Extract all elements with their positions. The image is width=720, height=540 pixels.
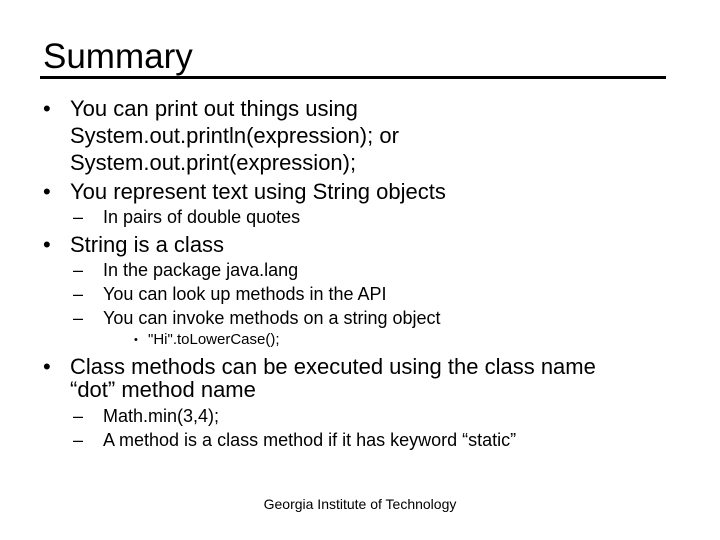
- bullet-text: System.out.println(expression); or: [70, 123, 399, 148]
- sub-bullet-text: You can look up methods in the API: [103, 284, 387, 304]
- sub-bullet-text: A method is a class method if it has keyword “static”: [103, 430, 517, 450]
- sub-bullet-marker: –: [73, 260, 84, 280]
- bullet-text: You represent text using String objects: [70, 179, 446, 204]
- sub-sub-bullet-text: "Hi".toLowerCase();: [148, 331, 280, 348]
- bullet-marker: •: [43, 232, 51, 257]
- sub-bullet-text: Math.min(3,4);: [103, 406, 220, 426]
- sub-sub-bullet-marker: •: [134, 334, 138, 346]
- sub-bullet-text: In the package java.lang: [103, 260, 299, 280]
- slide-title: Summary: [43, 37, 193, 76]
- bullet-marker: •: [43, 354, 51, 379]
- sub-bullet-marker: –: [73, 406, 84, 426]
- sub-bullet-marker: –: [73, 308, 84, 328]
- sub-bullet-marker: –: [73, 430, 84, 450]
- slide-footer: Georgia Institute of Technology: [263, 496, 457, 512]
- bullet-text: Class methods can be executed using the class name: [70, 354, 596, 379]
- title-underline: [40, 76, 666, 79]
- bullet-text: You can print out things using: [70, 96, 358, 121]
- bullet-text: System.out.print(expression);: [70, 150, 357, 175]
- bullet-text: “dot” method name: [70, 377, 256, 402]
- bullet-text: String is a class: [70, 232, 225, 257]
- sub-bullet-marker: –: [73, 207, 84, 227]
- sub-bullet-text: You can invoke methods on a string object: [103, 308, 441, 328]
- bullet-marker: •: [43, 96, 51, 121]
- sub-bullet-marker: –: [73, 284, 84, 304]
- sub-bullet-text: In pairs of double quotes: [103, 207, 301, 227]
- bullet-marker: •: [43, 179, 51, 204]
